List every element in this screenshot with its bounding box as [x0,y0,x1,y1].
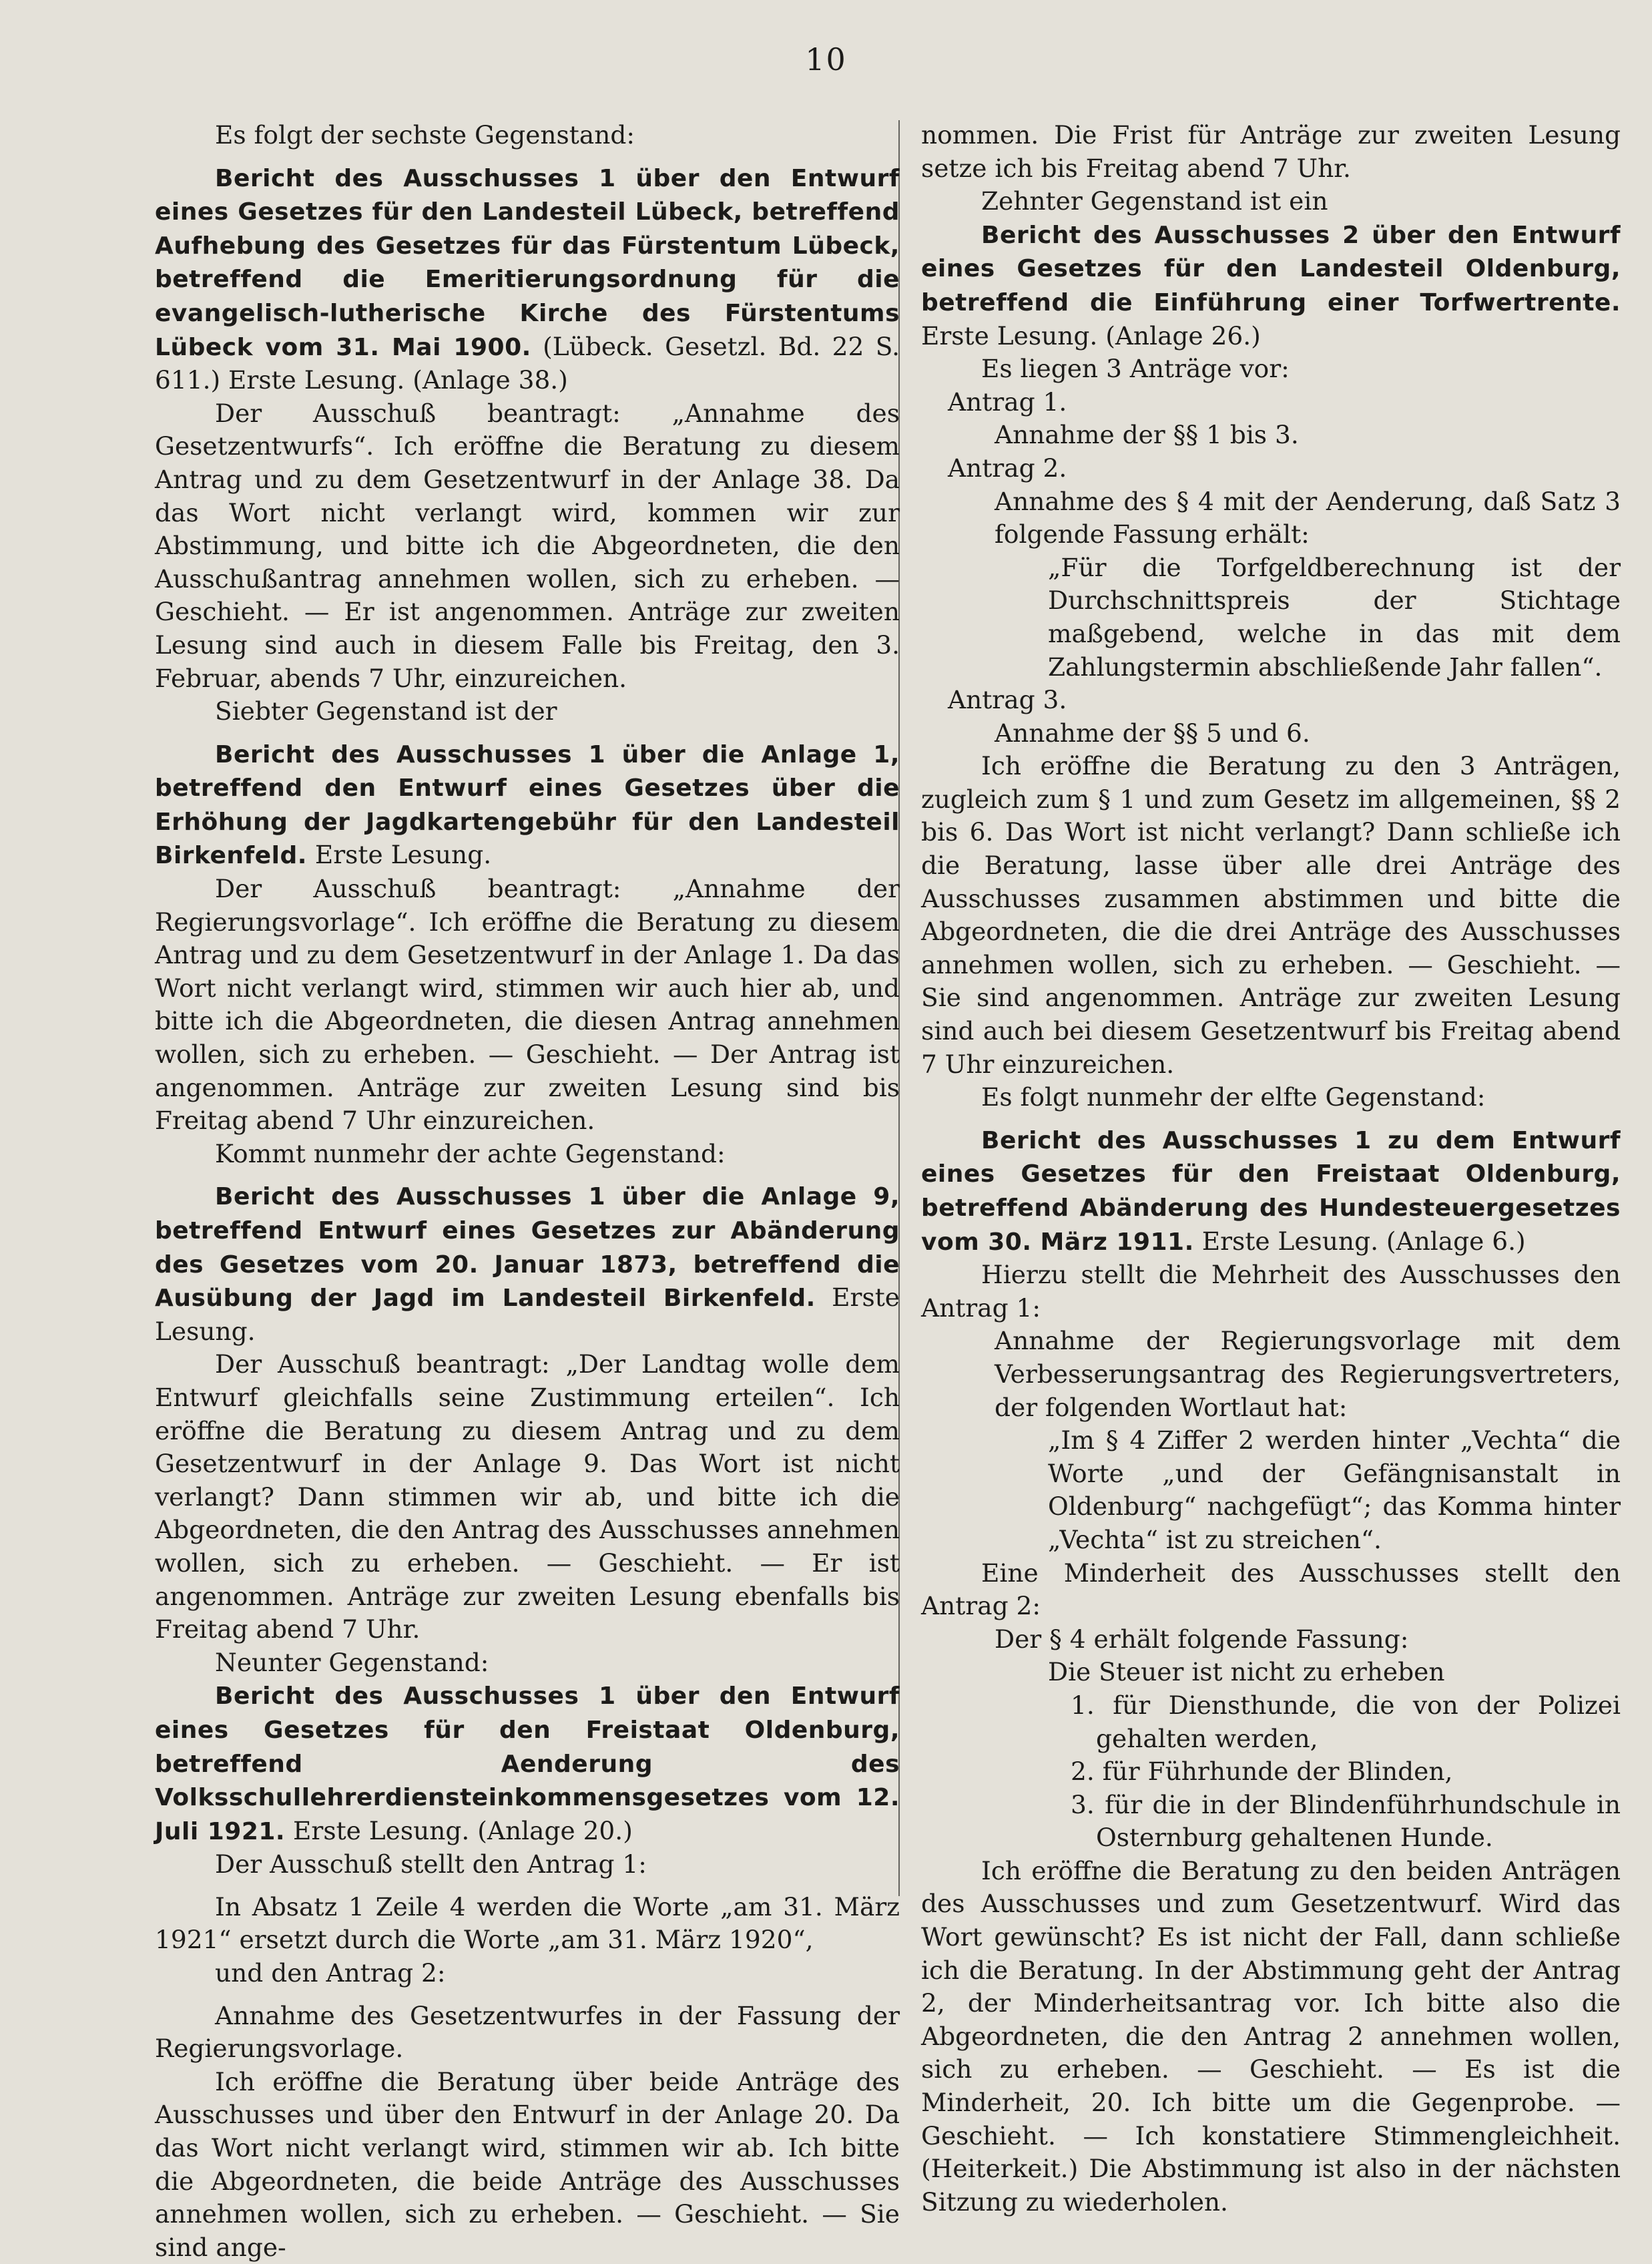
heading-bold: Bericht des Ausschusses 1 über den Entwurf eines Gesetzes für den Landesteil Lübeck, betreffend Aufhebung des Gesetzes für das Fürstentum Lübeck, betreffend die Emeritierungsordnung für die evangelisch-lutherische Kirche des Fürstentums Lübeck vom 31. Mai 1900. [155,164,900,361]
list-item: 2. für Führhunde der Blinden, [1071,1757,1453,1787]
agenda-item-heading [921,218,1621,353]
paragraph: Zehnter Gegenstand ist ein [981,186,1328,216]
heading-rest: Erste Lesung. (Anlage 6.) [1193,1226,1526,1256]
heading-rest: (Lübeck. Gesetzl. Bd. 22 S. 611.) Erste Lesung. (Anlage 38.) [155,331,900,395]
paragraph: Siebter Gegenstand ist der [215,696,557,726]
paragraph: Der Ausschuß stellt den Antrag 1: [215,1849,647,1879]
motion-label: Antrag 2. [948,453,1067,483]
paragraph: Eine Minderheit des Ausschusses stellt den Antrag 2: [921,1558,1621,1621]
heading-bold: Bericht des Ausschusses 1 über die Anlage 1, betreffend den Entwurf eines Gesetzes über die Erhöhung der Jagdkartengebühr für den Landesteil Birkenfeld. [155,740,900,870]
paragraph: Hierzu stellt die Mehrheit des Ausschusses den Antrag 1: [921,1260,1621,1323]
paragraph: Ich eröffne die Beratung zu den 3 Anträgen, zugleich zum § 1 und zum Gesetz im allgemeinen, §§ 2 bis 6. Das Wort ist nicht verlangt? Dann schließe ich die Beratung, lasse über alle drei Anträge des Ausschusses zusammen abstimmen und bitte die Abgeordneten, die die drei Anträge des Ausschusses annehmen wollen, sich zu erheben. — Geschieht. — Sie sind angenommen. Anträge zur zweiten Lesung sind auch bei diesem Gesetzentwurf bis Freitag abend 7 Uhr einzureichen. [921,751,1621,1079]
motion-text: Annahme des § 4 mit der Aenderung, daß Satz 3 folgende Fassung erhält: [995,486,1621,549]
motion-text: Annahme der §§ 5 und 6. [995,718,1310,748]
paragraph: nommen. Die Frist für Anträge zur zweiten Lesung setze ich bis Freitag abend 7 Uhr. [921,120,1621,183]
agenda-item-heading [155,1180,900,1348]
motion-text: Die Steuer ist nicht zu erheben [1048,1657,1445,1687]
motion-label: Antrag 1. [948,387,1067,417]
motion-text: Annahme der Regierungsvorlage mit dem Verbesserungsantrag des Regierungsvertreters, der folgenden Wortlaut hat: [995,1326,1621,1422]
motion-label: Antrag 3. [948,685,1067,715]
right-column [921,119,1621,2219]
agenda-item-heading [155,1679,900,1848]
heading-rest: Erste Lesung. (Anlage 26.) [921,320,1261,351]
paragraph: Neunter Gegenstand: [215,1647,489,1677]
quoted-text: „Im § 4 Ziffer 2 werden hinter „Vechta“ die Worte „und der Gefängnisanstalt in Oldenburg“ nachgefügt“; das Komma hinter „Vechta“ ist zu streichen“. [1048,1425,1621,1554]
heading-rest: Erste Lesung. (Anlage 20.) [285,1815,633,1845]
heading-rest: Erste Lesung. [306,840,492,870]
paragraph: Ich eröffne die Beratung zu den beiden Anträgen des Ausschusses und zum Gesetzentwurf. Wird das Wort gewünscht? Es ist nicht der Fall, dann schließe ich die Beratung. In der Abstimmung geht der Antrag 2, der Minderheitsantrag vor. Ich bitte also die Abgeordneten, die den Antrag 2 annehmen wollen, sich zu erheben. — Geschieht. — Es ist die Minderheit, 20. Ich bitte um die Gegenprobe. — Geschieht. — Ich konstatiere Stimmengleichheit. (Heiterkeit.) Die Abstimmung ist also in der nächsten Sitzung zu wiederholen. [921,1855,1621,2217]
agenda-item-heading [155,738,900,873]
paragraph: Der Ausschuß beantragt: „Der Landtag wolle dem Entwurf gleichfalls seine Zustimmung erteilen“. Ich eröffne die Beratung zu diesem Antrag und zu dem Gesetzentwurf in der Anlage 9. Das Wort ist nicht verlangt? Dann stimmen wir ab, und bitte ich die Abgeordneten, die den Antrag des Ausschusses annehmen wollen, sich zu erheben. — Geschieht. — Er ist angenommen. Anträge zur zweiten Lesung ebenfalls bis Freitag abend 7 Uhr. [155,1349,900,1644]
paragraph: Der Ausschuß beantragt: „Annahme des Gesetzentwurfs“. Ich eröffne die Beratung zu diesem Antrag und zu dem Gesetzentwurf in der Anlage 38. Da das Wort nicht verlangt wird, kommen wir zur Abstimmung, und bitte ich die Abgeordneten, die den Ausschußantrag annehmen wollen, sich zu erheben. — Geschieht. — Er ist angenommen. Anträge zur zweiten Lesung sind auch in diesem Falle bis Freitag, den 3. Februar, abends 7 Uhr, einzureichen. [155,398,900,693]
left-column [155,119,900,2264]
heading-bold: Bericht des Ausschusses 1 über die Anlage 9, betreffend Entwurf eines Gesetzes zur Abänderung des Gesetzes vom 20. Januar 1873, betreffend die Ausübung der Jagd im Landesteil Birkenfeld. [155,1183,900,1313]
quoted-text: „Für die Torfgeldberechnung ist der Durchschnittspreis der Stichtage maßgebend, welche in das mit dem Zahlungstermin abschließende Jahr fallen“. [1048,552,1621,682]
list-item: 1. für Diensthunde, die von der Polizei gehalten werden, [1071,1690,1621,1753]
paragraph: Kommt nunmehr der achte Gegenstand: [215,1138,726,1168]
paragraph: Der Ausschuß beantragt: „Annahme der Regierungsvorlage“. Ich eröffne die Beratung zu diesem Antrag und zu dem Gesetzentwurf in der Anlage 1. Da das Wort nicht verlangt wird, stimmen wir auch hier ab, und bitte ich die Abgeordneten, die diesen Antrag annehmen wollen, sich zu erheben. — Geschieht. — Der Antrag ist angenommen. Anträge zur zweiten Lesung sind bis Freitag abend 7 Uhr einzureichen. [155,874,900,1136]
paragraph: Ich eröffne die Beratung über beide Anträge des Ausschusses und über den Entwurf in der Anlage 20. Da das Wort nicht verlangt wird, stimmen wir ab. Ich bitte die Abgeordneten, die beide Anträge des Ausschusses annehmen wollen, sich zu erheben. — Geschieht. — Sie sind ange- [155,2066,900,2262]
heading-bold: Bericht des Ausschusses 2 über den Entwurf eines Gesetzes für den Landesteil Oldenburg, betreffend die Einführung einer Torfwertrente. [921,221,1621,316]
heading-rest: Erste Lesung. [155,1283,900,1346]
list-item: 3. für die in der Blindenführhundschule in Osternburg gehaltenen Hunde. [1071,1789,1621,1853]
motion-text: Annahme der §§ 1 bis 3. [995,420,1299,450]
paragraph: Es liegen 3 Anträge vor: [981,354,1290,384]
agenda-item-heading [155,162,900,397]
heading-bold: Bericht des Ausschusses 1 über den Entwurf eines Gesetzes für den Freistaat Oldenburg, betreffend Aenderung des Volksschullehrerdiensteinkommensgesetzes vom 12. Juli 1921. [155,1682,900,1845]
paragraph: Es folgt nunmehr der elfte Gegenstand: [981,1082,1486,1112]
quoted-motion: Annahme des Gesetzentwurfes in der Fassung der Regierungsvorlage. [155,2000,900,2064]
paragraph: Es folgt der sechste Gegenstand: [215,120,635,150]
agenda-item-heading [921,1124,1621,1259]
heading-bold: Bericht des Ausschusses 1 zu dem Entwurf eines Gesetzes für den Freistaat Oldenburg, betreffend Abänderung des Hundesteuergesetzes vom 30. März 1911. [921,1126,1621,1256]
paragraph: und den Antrag 2: [215,1958,446,1988]
quoted-motion: In Absatz 1 Zeile 4 werden die Worte „am 31. März 1921“ ersetzt durch die Worte „am 31. März 1920“, [155,1891,900,1955]
motion-text: Der § 4 erhält folgende Fassung: [995,1624,1409,1654]
page-number: 10 [805,41,847,77]
